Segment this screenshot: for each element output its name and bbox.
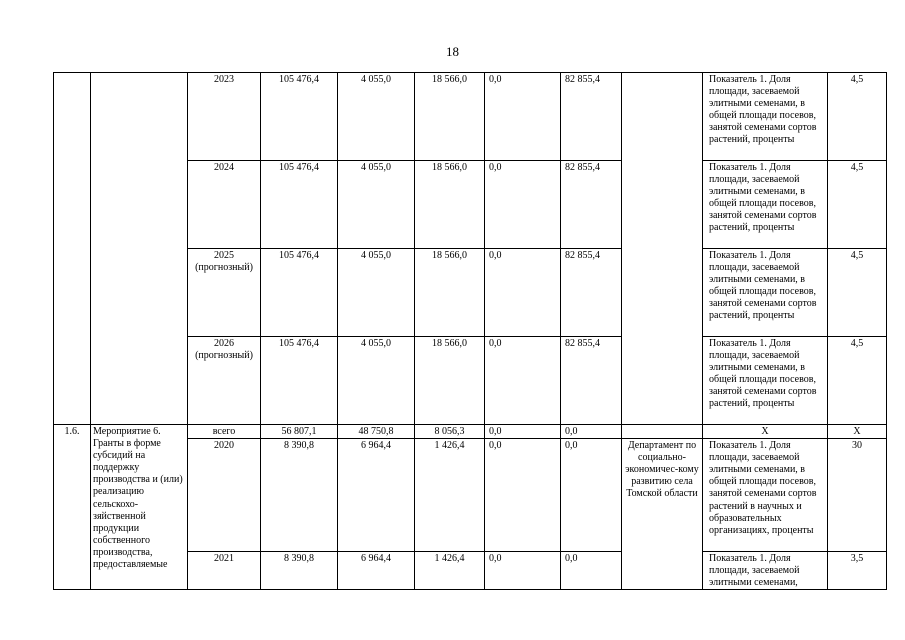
total-cell: 8 390,8 xyxy=(261,552,338,590)
total-cell: 105 476,4 xyxy=(261,249,338,337)
regional-cell: 18 566,0 xyxy=(415,73,485,161)
extra-budget-cell: 0,0 xyxy=(561,552,622,590)
extra-budget-cell: 0,0 xyxy=(561,439,622,552)
federal-cell: 4 055,0 xyxy=(338,73,415,161)
local-cell: 0,0 xyxy=(485,249,561,337)
table-row xyxy=(54,73,887,161)
indicator-value-cell: Х xyxy=(828,425,887,439)
page-number: 18 xyxy=(446,44,459,59)
regional-cell: 1 426,4 xyxy=(415,552,485,590)
regional-cell: 1 426,4 xyxy=(415,439,485,552)
federal-cell: 6 964,4 xyxy=(338,552,415,590)
indicator-cell: Показатель 1. Доля площади, засеваемой элитными семенами, в общей площади посевов, занятой семенами сортов растений, проценты xyxy=(703,73,828,161)
empty-num-cell xyxy=(54,73,91,425)
indicator-value-cell: 4,5 xyxy=(828,161,887,249)
federal-cell: 4 055,0 xyxy=(338,249,415,337)
year-cell: всего xyxy=(188,425,261,439)
indicator-cell: Показатель 1. Доля площади, засеваемой элитными семенами, в общей площади посевов, занятой семенами сортов растений, проценты xyxy=(703,249,828,337)
program-table xyxy=(53,72,887,590)
measure-name-cell: Мероприятие 6. Гранты в форме субсидий на поддержку производства и (или) реализацию сельскохо-зяйственной продукции собственного производства, предоставляемые xyxy=(91,425,188,590)
executor-cell: Департамент по социально-экономичес-кому развитию села Томской области xyxy=(622,439,703,590)
local-cell: 0,0 xyxy=(485,439,561,552)
year-cell: 2023 xyxy=(188,73,261,161)
total-cell: 105 476,4 xyxy=(261,337,338,425)
federal-cell: 6 964,4 xyxy=(338,439,415,552)
extra-budget-cell: 82 855,4 xyxy=(561,337,622,425)
indicator-value-cell: 3,5 xyxy=(828,552,887,590)
indicator-cell: Показатель 1. Доля площади, засеваемой элитными семенами, в общей площади посевов, занятой семенами сортов растений, проценты xyxy=(703,337,828,425)
empty-name-cell xyxy=(91,73,188,425)
regional-cell: 8 056,3 xyxy=(415,425,485,439)
extra-budget-cell: 82 855,4 xyxy=(561,161,622,249)
year-cell: 2021 xyxy=(188,552,261,590)
total-cell: 56 807,1 xyxy=(261,425,338,439)
local-cell: 0,0 xyxy=(485,73,561,161)
year-cell: 2024 xyxy=(188,161,261,249)
indicator-cell: Х xyxy=(703,425,828,439)
table-row xyxy=(54,425,887,439)
section-number-cell: 1.6. xyxy=(54,425,91,590)
indicator-value-cell: 4,5 xyxy=(828,337,887,425)
year-cell: 2020 xyxy=(188,439,261,552)
year-cell: 2025 (прогнозный) xyxy=(188,249,261,337)
total-cell: 105 476,4 xyxy=(261,73,338,161)
empty-executor-cell xyxy=(622,73,703,425)
total-cell: 105 476,4 xyxy=(261,161,338,249)
regional-cell: 18 566,0 xyxy=(415,161,485,249)
indicator-cell: Показатель 1. Доля площади, засеваемой элитными семенами, в общей площади посевов, занятой семенами сортов растений, проценты xyxy=(703,161,828,249)
local-cell: 0,0 xyxy=(485,161,561,249)
federal-cell: 4 055,0 xyxy=(338,337,415,425)
indicator-cell: Показатель 1. Доля площади, засеваемой элитными семенами, в общей площади посевов, занятой семенами сортов растений в научных и образовательных организациях, проценты xyxy=(703,439,828,552)
regional-cell: 18 566,0 xyxy=(415,249,485,337)
extra-budget-cell: 82 855,4 xyxy=(561,73,622,161)
empty-executor-cell xyxy=(622,425,703,439)
federal-cell: 4 055,0 xyxy=(338,161,415,249)
extra-budget-cell: 0,0 xyxy=(561,425,622,439)
regional-cell: 18 566,0 xyxy=(415,337,485,425)
indicator-value-cell: 4,5 xyxy=(828,73,887,161)
total-cell: 8 390,8 xyxy=(261,439,338,552)
indicator-cell: Показатель 1. Доля площади, засеваемой элитными семенами, xyxy=(703,552,828,590)
local-cell: 0,0 xyxy=(485,337,561,425)
local-cell: 0,0 xyxy=(485,425,561,439)
extra-budget-cell: 82 855,4 xyxy=(561,249,622,337)
year-cell: 2026 (прогнозный) xyxy=(188,337,261,425)
federal-cell: 48 750,8 xyxy=(338,425,415,439)
local-cell: 0,0 xyxy=(485,552,561,590)
indicator-value-cell: 30 xyxy=(828,439,887,552)
indicator-value-cell: 4,5 xyxy=(828,249,887,337)
